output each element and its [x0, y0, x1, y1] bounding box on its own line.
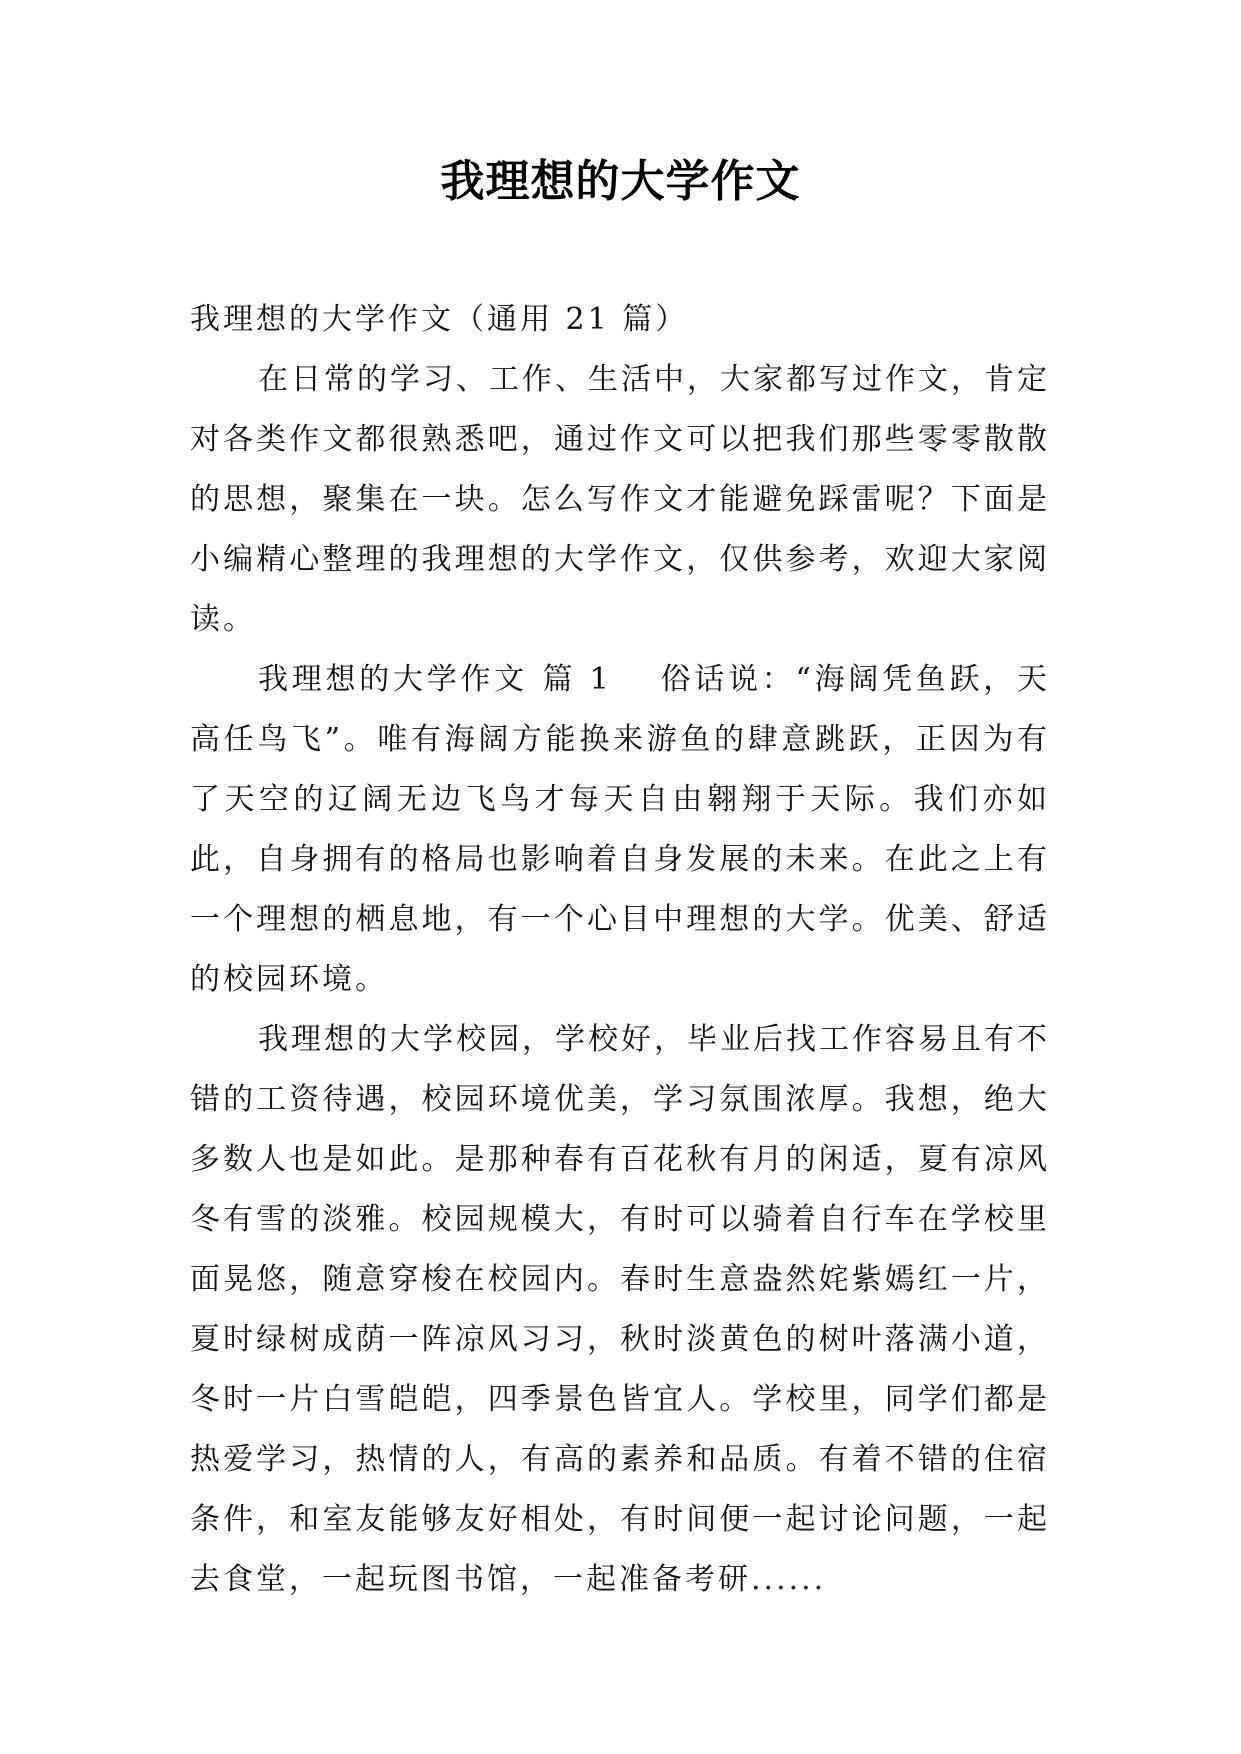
subtitle-line: 我理想的大学作文（通用 21 篇） [190, 302, 689, 337]
section-1-heading: 我理想的大学作文 [258, 662, 528, 697]
section-1-paragraph [190, 650, 1050, 1010]
section-1-label: 篇 1 [541, 662, 612, 697]
paragraph-2: 我理想的大学校园，学校好，毕业后找工作容易且有不错的工资待遇，校园环境优美，学习氛围浓厚。我想，绝大多数人也是如此。是那种春有百花秋有月的闲适，夏有凉风冬有雪的淡雅。校园规模大，有时可以骑着自行车在学校里面晃悠，随意穿梭在校园内。春时生意盎然姹紫嫣红一片，夏时绿树成荫一阵凉风习习，秋时淡黄色的树叶落满小道，冬时一片白雪皑皑，四季景色皆宜人。学校里，同学们都是热爱学习，热情的人，有高的素养和品质。有着不错的住宿条件，和室友能够友好相处，有时间便一起讨论问题，一起去食堂，一起玩图书馆，一起准备考研...... [190, 1022, 1050, 1597]
document-body [190, 290, 1050, 1610]
section-1-text: 俗话说：“海阔凭鱼跃，天高任鸟飞”。唯有海阔方能换来游鱼的肆意跳跃，正因为有了天空的辽阔无边飞鸟才每天自由翱翔于天际。我们亦如此，自身拥有的格局也影响着自身发展的未来。在此之上有一个理想的栖息地，有一个心目中理想的大学。优美、舒适的校园环境。 [190, 662, 1051, 997]
document-title: 我理想的大学作文 [440, 156, 801, 207]
intro-paragraph: 在日常的学习、工作、生活中，大家都写过作文，肯定对各类作文都很熟悉吧，通过作文可以把我们那些零零散散的思想，聚集在一块。怎么写作文才能避免踩雷呢？下面是小编精心整理的我理想的大学作文，仅供参考，欢迎大家阅读。 [190, 362, 1050, 637]
